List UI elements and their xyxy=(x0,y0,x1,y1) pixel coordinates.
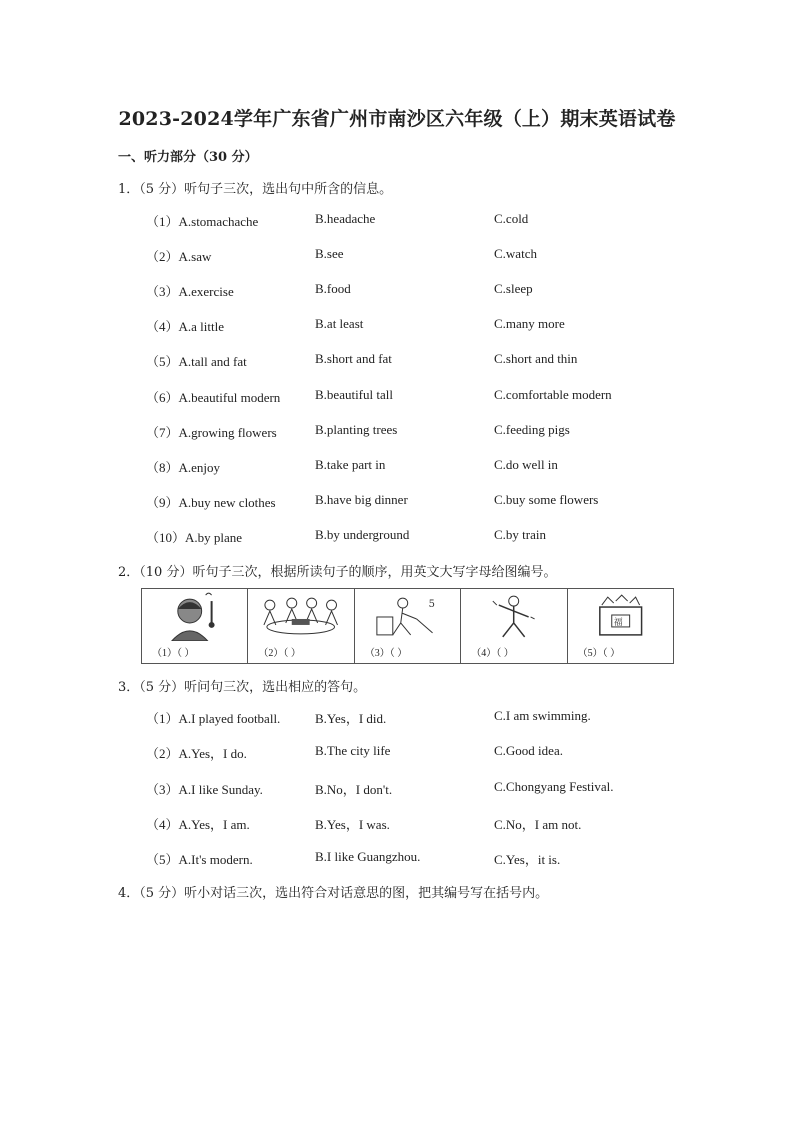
option-b: B.No，I don't. xyxy=(315,782,393,797)
option-a: （2）A.saw xyxy=(146,249,212,264)
option-b: B.have big dinner xyxy=(315,492,408,507)
option-b: B.see xyxy=(315,246,344,261)
picture-label: （2）（ ） xyxy=(258,648,301,659)
option-c: C.many more xyxy=(494,316,565,331)
q3-option-row xyxy=(146,779,706,799)
q1-option-row xyxy=(146,351,706,371)
option-c: C.No，I am not. xyxy=(494,817,582,832)
option-a: （7）A.growing flowers xyxy=(146,425,277,440)
option-a: （4）A.Yes，I am. xyxy=(146,817,250,832)
q1-option-row xyxy=(146,246,706,266)
option-a: （9）A.buy new clothes xyxy=(146,495,276,510)
option-c: C.I am swimming. xyxy=(494,708,591,723)
picture-label: （1）（ ） xyxy=(152,648,195,659)
option-b: B.at least xyxy=(315,316,364,331)
option-c: C.short and thin xyxy=(494,351,578,366)
option-a: （6）A.beautiful modern xyxy=(146,390,281,405)
option-a: （10）A.by plane xyxy=(146,530,243,545)
option-c: C.Good idea. xyxy=(494,743,563,758)
picture-label: （3）（ ） xyxy=(364,648,408,659)
option-a: （4）A.a little xyxy=(146,319,224,334)
q1-option-row xyxy=(146,492,706,512)
option-b: B.beautiful tall xyxy=(315,387,393,402)
option-c: C.comfortable modern xyxy=(494,387,612,402)
q3-option-row xyxy=(146,708,706,728)
option-a: （5）A.It's modern. xyxy=(146,852,253,867)
option-c: C.Yes，it is. xyxy=(494,852,561,867)
question-3-stem: 3．（5 分）听问句三次，选出相应的答句。 xyxy=(118,680,367,695)
option-c: C.cold xyxy=(494,211,529,226)
option-a: （2）A.Yes，I do. xyxy=(146,746,247,761)
option-c: C.Chongyang Festival. xyxy=(494,779,614,794)
picture-strip xyxy=(141,588,674,664)
option-a: （3）A.exercise xyxy=(146,284,234,299)
option-b: B.by underground xyxy=(315,527,410,542)
option-b: B.headache xyxy=(315,211,376,226)
question-4-stem: 4．（5 分）听小对话三次，选出符合对话意思的图，把其编号写在括号内。 xyxy=(118,886,549,901)
picture-label: （4）（ ） xyxy=(471,648,514,659)
q1-option-row xyxy=(146,527,706,547)
option-b: B.take part in xyxy=(315,457,386,472)
svg-text:福: 福 xyxy=(613,617,623,628)
svg-text:5: 5 xyxy=(428,599,435,611)
picture-label: （5）（ ） xyxy=(577,648,621,659)
option-b: B.I like Guangzhou. xyxy=(315,849,421,864)
q3-option-row xyxy=(146,849,706,869)
picture-cell xyxy=(568,589,673,663)
q1-option-row xyxy=(146,387,706,407)
picture-cell xyxy=(461,589,567,663)
option-b: B.Yes，I was. xyxy=(315,817,390,832)
option-a: （1）A.I played football. xyxy=(146,711,281,726)
option-c: C.by train xyxy=(494,527,546,542)
option-c: C.buy some flowers xyxy=(494,492,599,507)
option-b: B.Yes，I did. xyxy=(315,711,387,726)
option-a: （1）A.stomachache xyxy=(146,214,259,229)
q1-option-row xyxy=(146,316,706,336)
option-a: （8）A.enjoy xyxy=(146,460,221,475)
option-a: （3）A.I like Sunday. xyxy=(146,782,263,797)
option-b: B.planting trees xyxy=(315,422,398,437)
gift-box-icon xyxy=(568,589,673,641)
q1-option-row xyxy=(146,281,706,301)
option-b: B.short and fat xyxy=(315,351,392,366)
q1-option-row xyxy=(146,457,706,477)
tai-chi-icon xyxy=(461,589,566,641)
option-c: C.sleep xyxy=(494,281,533,296)
option-c: C.feeding pigs xyxy=(494,422,570,437)
option-b: B.food xyxy=(315,281,351,296)
picture-cell xyxy=(355,589,461,663)
option-c: C.do well in xyxy=(494,457,558,472)
picture-cell xyxy=(142,589,248,663)
option-b: B.The city life xyxy=(315,743,391,758)
option-c: C.watch xyxy=(494,246,537,261)
cleaning-icon xyxy=(355,589,460,641)
section-heading: 一、听力部分（30 分） xyxy=(118,150,258,165)
option-a: （5）A.tall and fat xyxy=(146,354,247,369)
q3-option-row xyxy=(146,814,706,834)
picture-cell xyxy=(248,589,354,663)
question-2-stem: 2．（10 分）听句子三次，根据所读句子的顺序，用英文大写字母给图编号。 xyxy=(118,565,557,580)
page-title: 2023-2024学年广东省广州市南沙区六年级（上）期末英语试卷 xyxy=(118,108,676,130)
sick-child-icon xyxy=(142,589,247,641)
q1-option-row xyxy=(146,422,706,442)
question-1-stem: 1．（5 分）听句子三次，选出句中所含的信息。 xyxy=(118,182,393,197)
family-dinner-icon xyxy=(248,589,353,641)
q1-option-row xyxy=(146,211,706,231)
q3-option-row xyxy=(146,743,706,763)
